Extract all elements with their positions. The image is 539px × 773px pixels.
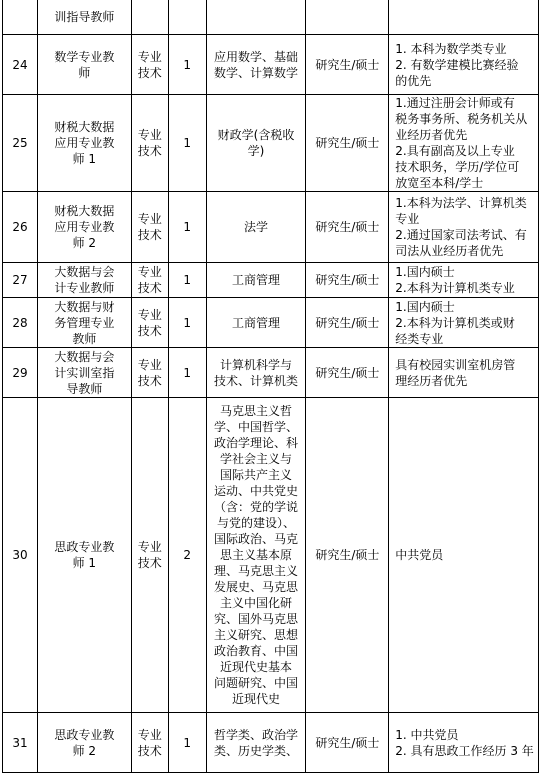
row-number: 28	[3, 298, 38, 348]
table-row	[3, 298, 539, 348]
table-body	[3, 0, 539, 773]
degree-requirement: 研究生/硕士	[306, 95, 389, 192]
degree-requirement: 研究生/硕士	[306, 348, 389, 398]
post-name: 大数据与会 计专业教师	[37, 263, 131, 298]
post-name: 思政专业教 师 2	[37, 713, 131, 773]
major-requirement: 哲学类、政治学 类、历史学类、	[206, 713, 306, 773]
headcount: 1	[168, 348, 206, 398]
headcount: 1	[168, 713, 206, 773]
row-number: 24	[3, 35, 38, 95]
post-name: 大数据与财 务管理专业 教师	[37, 298, 131, 348]
headcount: 1	[168, 95, 206, 192]
post-category: 专业 技术	[131, 398, 168, 713]
degree-requirement: 研究生/硕士	[306, 713, 389, 773]
recruitment-table	[2, 0, 539, 773]
other-requirement: 1. 本科为数学类专业 2. 有数学建模比赛经验 的优先	[389, 35, 539, 95]
table-row	[3, 192, 539, 263]
table-row	[3, 263, 539, 298]
post-name: 数学专业教 师	[37, 35, 131, 95]
post-name: 财税大数据 应用专业教 师 2	[37, 192, 131, 263]
table-row	[3, 0, 539, 35]
post-category: 专业 技术	[131, 298, 168, 348]
post-category: 专业 技术	[131, 263, 168, 298]
post-name: 思政专业教 师 1	[37, 398, 131, 713]
major-requirement	[206, 0, 306, 35]
post-name: 训指导教师	[37, 0, 131, 35]
row-number: 25	[3, 95, 38, 192]
row-number: 27	[3, 263, 38, 298]
headcount: 1	[168, 263, 206, 298]
table-row	[3, 398, 539, 713]
other-requirement: 具有校园实训室机房管 理经历者优先	[389, 348, 539, 398]
other-requirement	[389, 0, 539, 35]
other-requirement: 1.国内硕士 2.本科为计算机类或财 经类专业	[389, 298, 539, 348]
other-requirement: 1.本科为法学、计算机类 专业 2.通过国家司法考试、有 司法从业经历者优先	[389, 192, 539, 263]
other-requirement: 1. 中共党员 2. 具有思政工作经历 3 年	[389, 713, 539, 773]
major-requirement: 法学	[206, 192, 306, 263]
post-name: 财税大数据 应用专业教 师 1	[37, 95, 131, 192]
table-row	[3, 35, 539, 95]
table-row	[3, 348, 539, 398]
row-number: 30	[3, 398, 38, 713]
post-category	[131, 0, 168, 35]
degree-requirement: 研究生/硕士	[306, 398, 389, 713]
post-category: 专业 技术	[131, 35, 168, 95]
major-requirement: 计算机科学与 技术、计算机类	[206, 348, 306, 398]
major-requirement: 应用数学、基础 数学、计算数学	[206, 35, 306, 95]
other-requirement: 1.国内硕士 2.本科为计算机类专业	[389, 263, 539, 298]
headcount: 2	[168, 398, 206, 713]
post-category: 专业 技术	[131, 713, 168, 773]
post-category: 专业 技术	[131, 95, 168, 192]
table-row	[3, 95, 539, 192]
row-number: 31	[3, 713, 38, 773]
headcount: 1	[168, 298, 206, 348]
post-category: 专业 技术	[131, 192, 168, 263]
degree-requirement: 研究生/硕士	[306, 35, 389, 95]
table-row	[3, 713, 539, 773]
headcount: 1	[168, 35, 206, 95]
degree-requirement: 研究生/硕士	[306, 263, 389, 298]
degree-requirement: 研究生/硕士	[306, 298, 389, 348]
major-requirement: 工商管理	[206, 263, 306, 298]
headcount	[168, 0, 206, 35]
degree-requirement	[306, 0, 389, 35]
post-category: 专业 技术	[131, 348, 168, 398]
row-number	[3, 0, 38, 35]
major-requirement: 财政学(含税收 学)	[206, 95, 306, 192]
other-requirement: 中共党员	[389, 398, 539, 713]
major-requirement: 工商管理	[206, 298, 306, 348]
post-name: 大数据与会 计实训室指 导教师	[37, 348, 131, 398]
other-requirement: 1.通过注册会计师或有 税务事务所、税务机关从 业经历者优先 2.具有副高及以上专业 技术职务，学历/学位可 放宽至本科/学士	[389, 95, 539, 192]
row-number: 26	[3, 192, 38, 263]
headcount: 1	[168, 192, 206, 263]
row-number: 29	[3, 348, 38, 398]
major-requirement: 马克思主义哲 学、中国哲学、 政治学理论、科 学社会主义与 国际共产主义 运动、中共党史 （含：党的学说 与党的建设）、 国际政治、马克 思主义基本原 理、马克思主义 发展史、马克思 主义中国化研 究、国外马克思 主义研究、思想 政治教育、中国 近现代史基本 问题研究、中国 近现代史	[206, 398, 306, 713]
degree-requirement: 研究生/硕士	[306, 192, 389, 263]
